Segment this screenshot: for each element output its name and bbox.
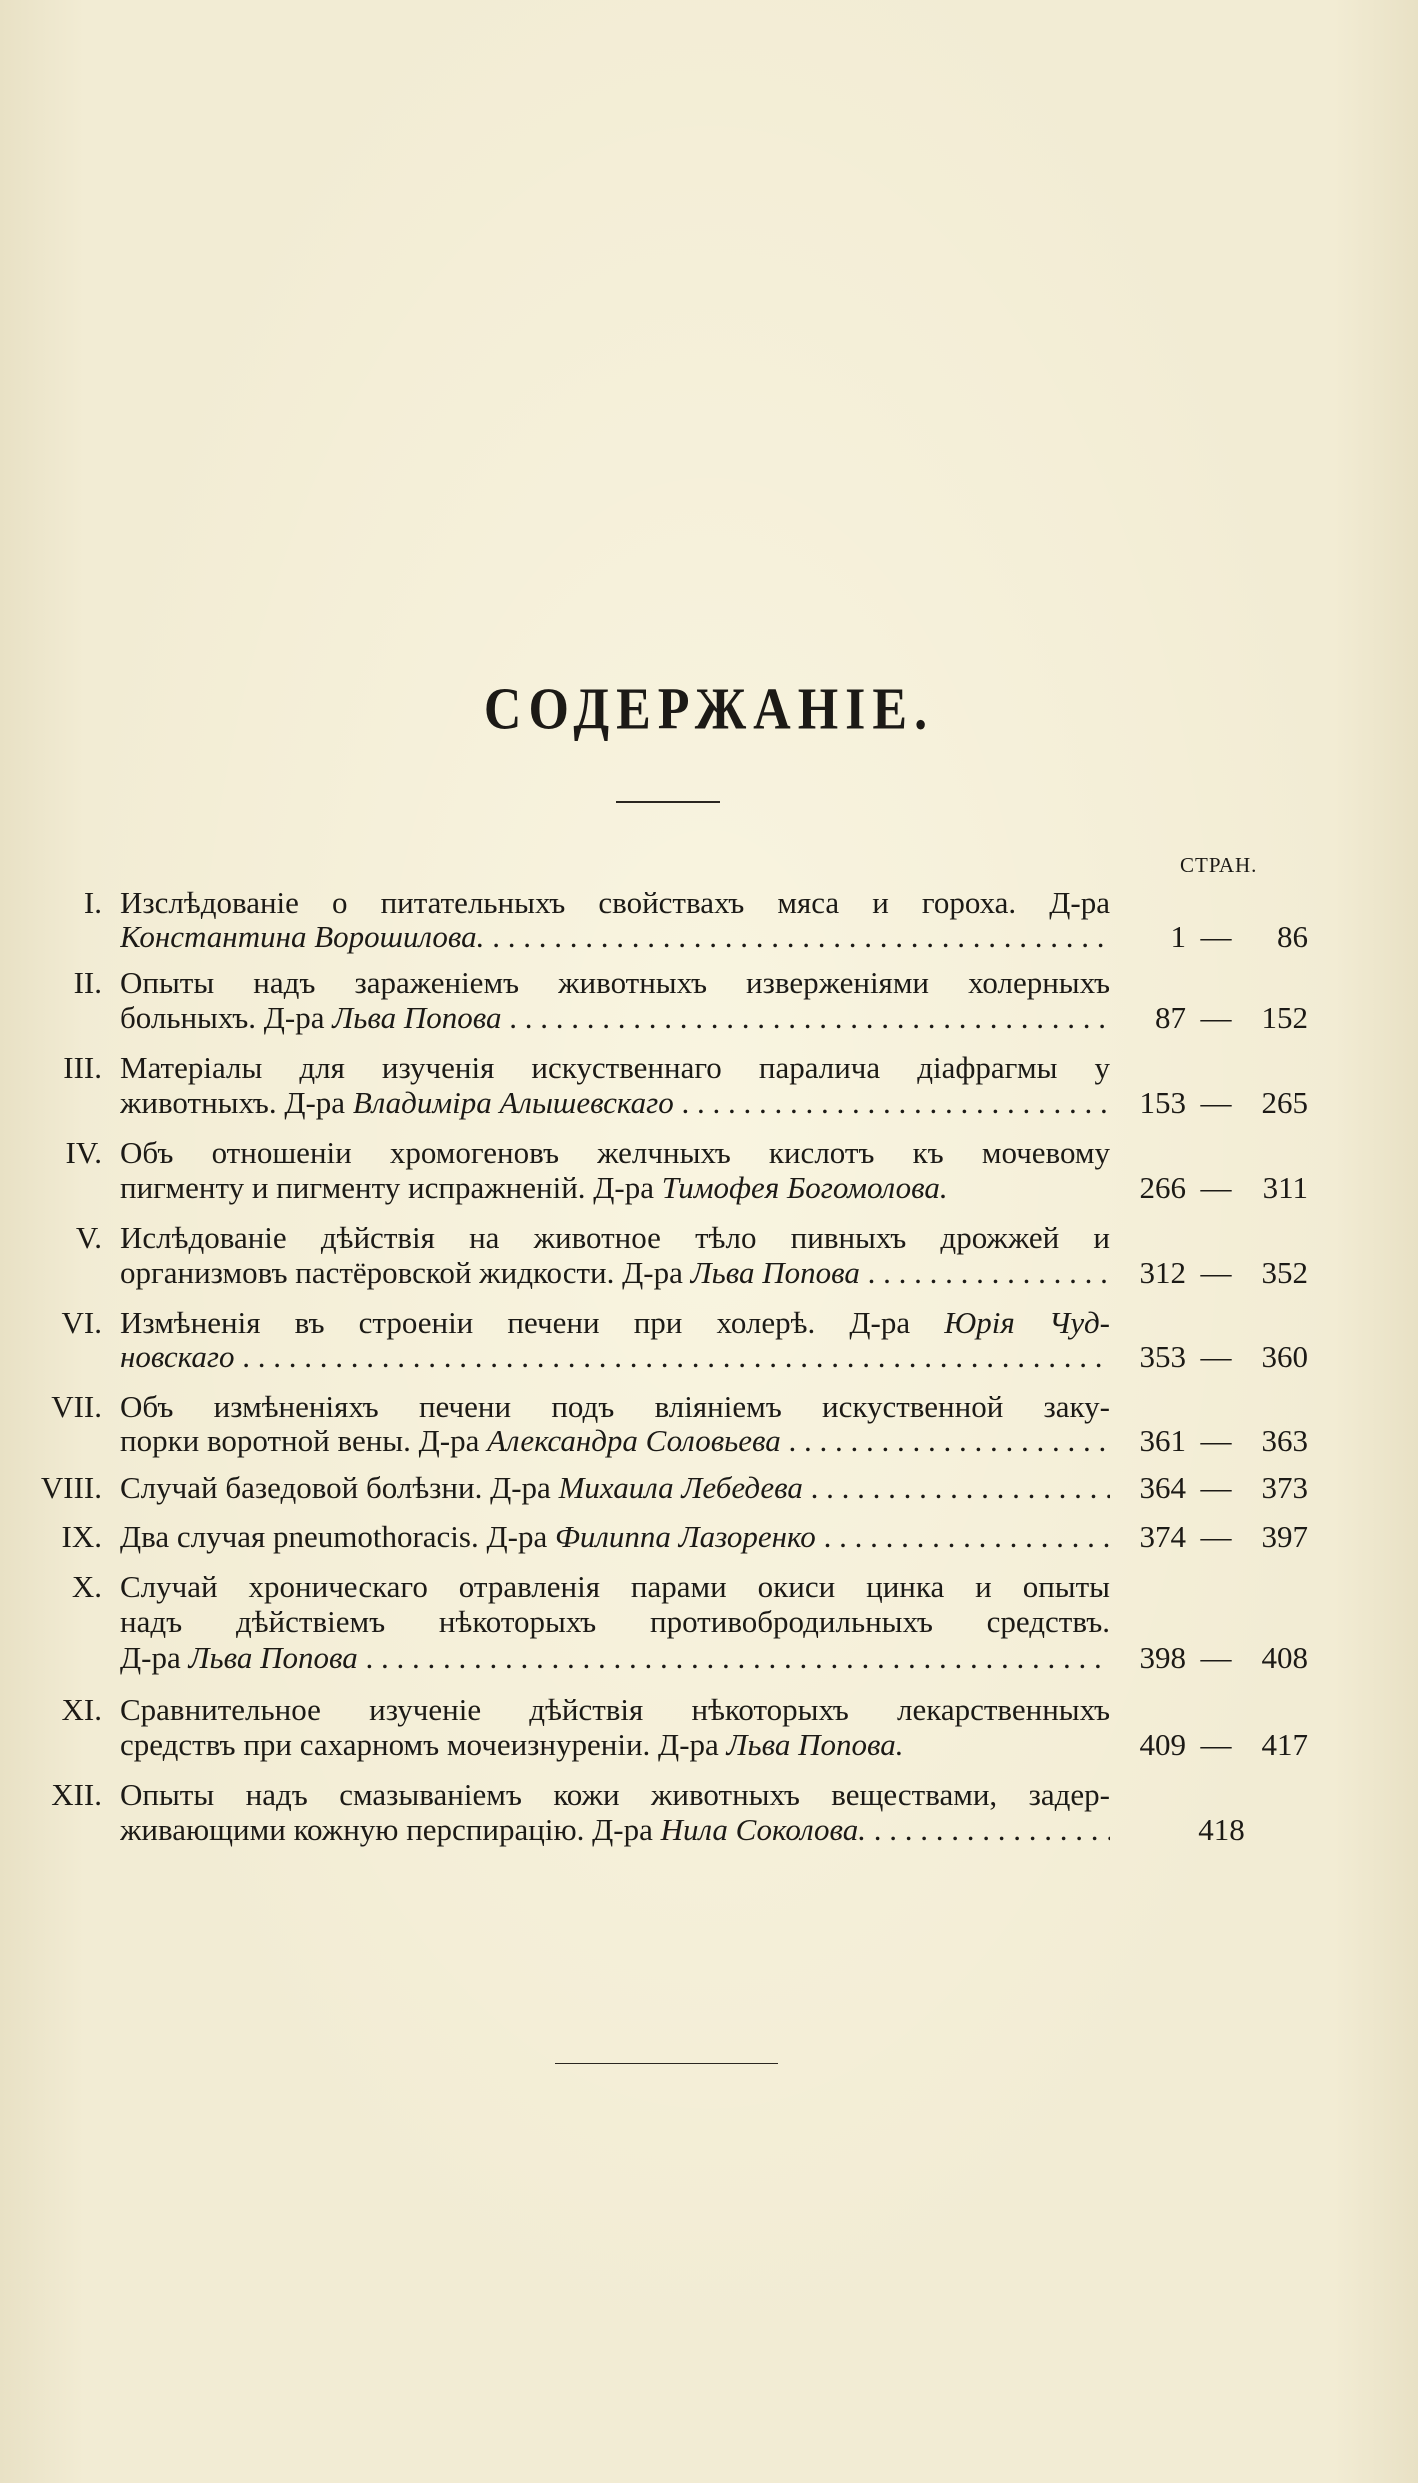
entry-author-line: Константина Ворошилова. . . . [120, 917, 1110, 957]
entry-title-line: Объ измѣненіяхъ печени подъ вліяніемъ искуственной заку- [120, 1389, 1110, 1424]
entry-author-line: живающими кожную перспирацію. Д-ра Нила Соколова. . . . [120, 1810, 1110, 1850]
entry-title-line: Матеріалы для изученія искуственнаго паралича діафрагмы у [120, 1050, 1110, 1085]
entry-author-line: Д-ра Льва Попова . . . [120, 1638, 1110, 1678]
entry-pages: 409 — 417 [1139, 1727, 1308, 1762]
entry-author-line: организмовъ пастёровской жидкости. Д-ра Льва Попова . . . [120, 1253, 1110, 1293]
entry-number: VIII. [40, 1470, 102, 1505]
entry-author-line: пигменту и пигменту испражненій. Д-ра Тимофея Богомолова. [120, 1170, 948, 1205]
entry-pages: 153 — 265 [1139, 1085, 1308, 1120]
entry-author-line: средствъ при сахарномъ мочеизнуреніи. Д-ра Льва Попова. [120, 1727, 904, 1762]
entry-number: III. [63, 1050, 102, 1085]
entry-author-line: порки воротной вены. Д-ра Александра Соловьева . . . [120, 1421, 1110, 1461]
entry-author-line: новскаго . . . [120, 1337, 1110, 1377]
entry-author-line: животныхъ. Д-ра Владиміра Алышевскаго . . . [120, 1083, 1110, 1123]
entry-title-line: Объ отношеніи хромогеновъ желчныхъ кислотъ къ мочевому [120, 1135, 1110, 1170]
entry-number: V. [75, 1220, 102, 1255]
pages-column-header: СТРАН. [1180, 853, 1258, 877]
title-rule [616, 801, 720, 803]
entry-title-line: Изслѣдованіе о питательныхъ свойствахъ мяса и гороха. Д-ра [120, 885, 1110, 920]
entry-title-line: Измѣненія въ строеніи печени при холерѣ. Д-ра Юрія Чуд- [120, 1305, 1110, 1340]
entry-pages: 1 — 86 [1170, 919, 1308, 954]
entry-author-line: больныхъ. Д-ра Льва Попова . . . [120, 998, 1110, 1038]
entry-pages: 87 — 152 [1155, 1000, 1308, 1035]
entry-title-line: Опыты надъ зараженіемъ животныхъ изверженіями холерныхъ [120, 965, 1110, 1000]
entry-pages: 398 — 408 [1139, 1640, 1308, 1675]
bottom-rule [555, 2063, 778, 2064]
entry-title-line: Случай хроническаго отравленія парами окиси цинка и опыты [120, 1569, 1110, 1604]
entry-pages: 418 [1198, 1812, 1245, 1847]
entry-pages: 266 — 311 [1139, 1170, 1308, 1205]
entry-title-line: Сравнительное изученіе дѣйствія нѣкоторыхъ лекарственныхъ [120, 1692, 1110, 1727]
entry-number: II. [73, 965, 102, 1000]
entry-number: VII. [51, 1389, 102, 1424]
page-title: СОДЕРЖАНІЕ. [483, 676, 935, 743]
entry-number: X. [71, 1569, 102, 1604]
entry-title-line: Случай базедовой болѣзни. Д-ра Михаила Лебедева . . . [120, 1468, 1110, 1508]
entry-number: VI. [61, 1305, 102, 1340]
entry-title-line: Ислѣдованіе дѣйствія на животное тѣло пивныхъ дрожжей и [120, 1220, 1110, 1255]
entry-number: XII. [51, 1777, 102, 1812]
entry-number: XI. [61, 1692, 102, 1727]
entry-title-line: Опыты надъ смазываніемъ кожи животныхъ веществами, задер- [120, 1777, 1110, 1812]
entry-number: IV. [65, 1135, 102, 1170]
entry-title-line: Два случая pneumothoracis. Д-ра Филиппа Лазоренко . . . [120, 1517, 1110, 1557]
entry-pages: 312 — 352 [1139, 1255, 1308, 1290]
entry-pages: 361 — 363 [1139, 1423, 1308, 1458]
entry-number: IX. [61, 1519, 102, 1554]
entry-pages: 374 — 397 [1139, 1519, 1308, 1554]
entry-pages: 353 — 360 [1139, 1339, 1308, 1374]
entry-number: I. [83, 885, 102, 920]
entry-pages: 364 — 373 [1139, 1470, 1308, 1505]
entry-title-line: надъ дѣйствіемъ нѣкоторыхъ противобродильныхъ средствъ. [120, 1604, 1110, 1639]
